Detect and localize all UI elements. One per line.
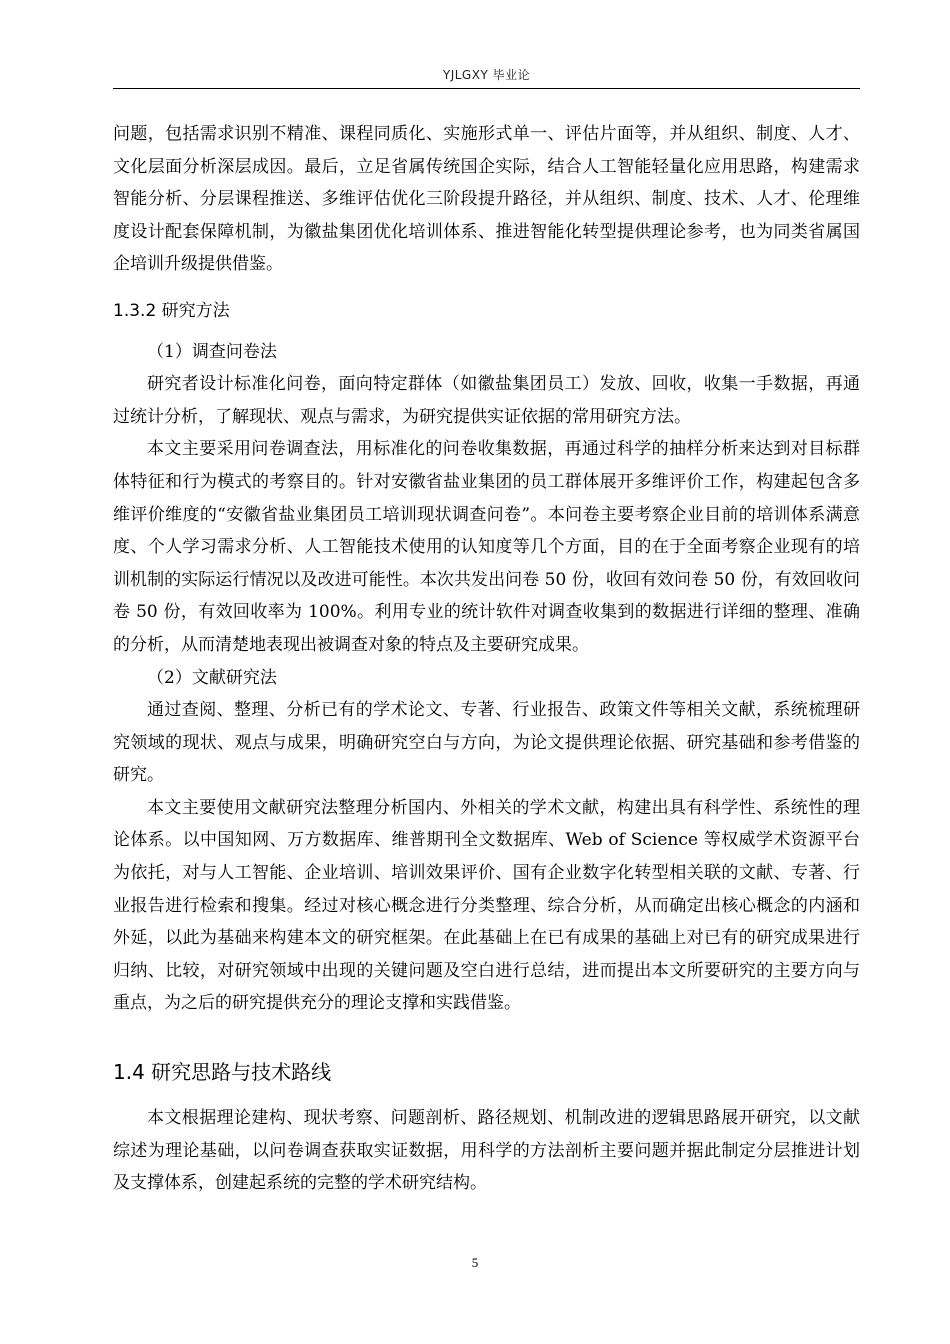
paragraph-questionnaire-definition: 研究者设计标准化问卷，面向特定群体（如徽盐集团员工）发放、回收，收集一手数据，再通过统计分析，了解现状、观点与需求，为研究提供实证依据的常用研究方法。	[113, 374, 860, 427]
section-heading-1-3-2: 1.3.2 研究方法	[113, 300, 230, 321]
paragraph-continuation: 问题，包括需求识别不精准、课程同质化、实施形式单一、评估片面等，并从组织、制度、人才、文化层面分析深层成因。最后，立足省属传统国企实际，结合人工智能轻量化应用思路，构建需求智能分析、分层课程推送、多维评估优化三阶段提升路径，并从组织、制度、技术、人才、伦理维度设计配套保障机制，为徽盐集团优化培训体系、推进智能化转型提供理论参考，也为同类省属国企培训升级提供借鉴。	[113, 124, 860, 275]
page-number: 5	[471, 1255, 479, 1270]
section-heading-1-4: 1.4 研究思路与技术路线	[113, 1060, 332, 1085]
document-body	[113, 118, 860, 1200]
paragraph-questionnaire-application: 本文主要采用问卷调查法，用标准化的问卷收集数据，再通过科学的抽样分析来达到对目标群体特征和行为模式的考察目的。针对安徽省盐业集团的员工群体展开多维评价工作，构建起包含多维评价维度的“安徽省盐业集团员工培训现状调查问卷”。本问卷主要考察企业目前的培训体系满意度、个人学习需求分析、人工智能技术使用的认知度等几个方面，目的在于全面考察企业现有的培训机制的实际运行情况以及改进可能性。本次共发出问卷 50 份，收回有效问卷 50 份，有效回收问卷 50 份，有效回收率为 100%。利用专业的统计软件对调查收集到的数据进行详细的整理、准确的分析，从而清楚地表现出被调查对象的特点及主要研究成果。	[113, 439, 860, 655]
subheading-questionnaire: （1）调查问卷法	[147, 341, 277, 362]
running-header: YJLGXY 毕业论	[442, 68, 531, 82]
paragraph-research-approach: 本文根据理论建构、现状考察、问题剖析、路径规划、机制改进的逻辑思路展开研究，以文献综述为理论基础，以问卷调查获取实证数据，用科学的方法剖析主要问题并据此制定分层推进计划及支撑体系，创建起系统的完整的学术研究结构。	[113, 1108, 860, 1194]
header-rule	[113, 88, 860, 89]
paragraph-literature-definition: 通过查阅、整理、分析已有的学术论文、专著、行业报告、政策文件等相关文献，系统梳理研究领域的现状、观点与成果，明确研究空白与方向，为论文提供理论依据、研究基础和参考借鉴的研究。	[113, 700, 860, 786]
paragraph-literature-application: 本文主要使用文献研究法整理分析国内、外相关的学术文献，构建出具有科学性、系统性的理论体系。以中国知网、万方数据库、维普期刊全文数据库、Web of Science 等权威学术资源平台为依托，对与人工智能、企业培训、培训效果评价、国有企业数字化转型相关联的文献、专著、行业报告进行检索和搜集。经过对核心概念进行分类整理、综合分析，从而确定出核心概念的内涵和外延，以此为基础来构建本文的研究框架。在此基础上在已有成果的基础上对已有的研究成果进行归纳、比较，对研究领域中出现的关键问题及空白进行总结，进而提出本文所要研究的主要方向与重点，为之后的研究提供充分的理论支撑和实践借鉴。	[113, 797, 860, 1014]
subheading-literature: （2）文献研究法	[147, 667, 277, 688]
